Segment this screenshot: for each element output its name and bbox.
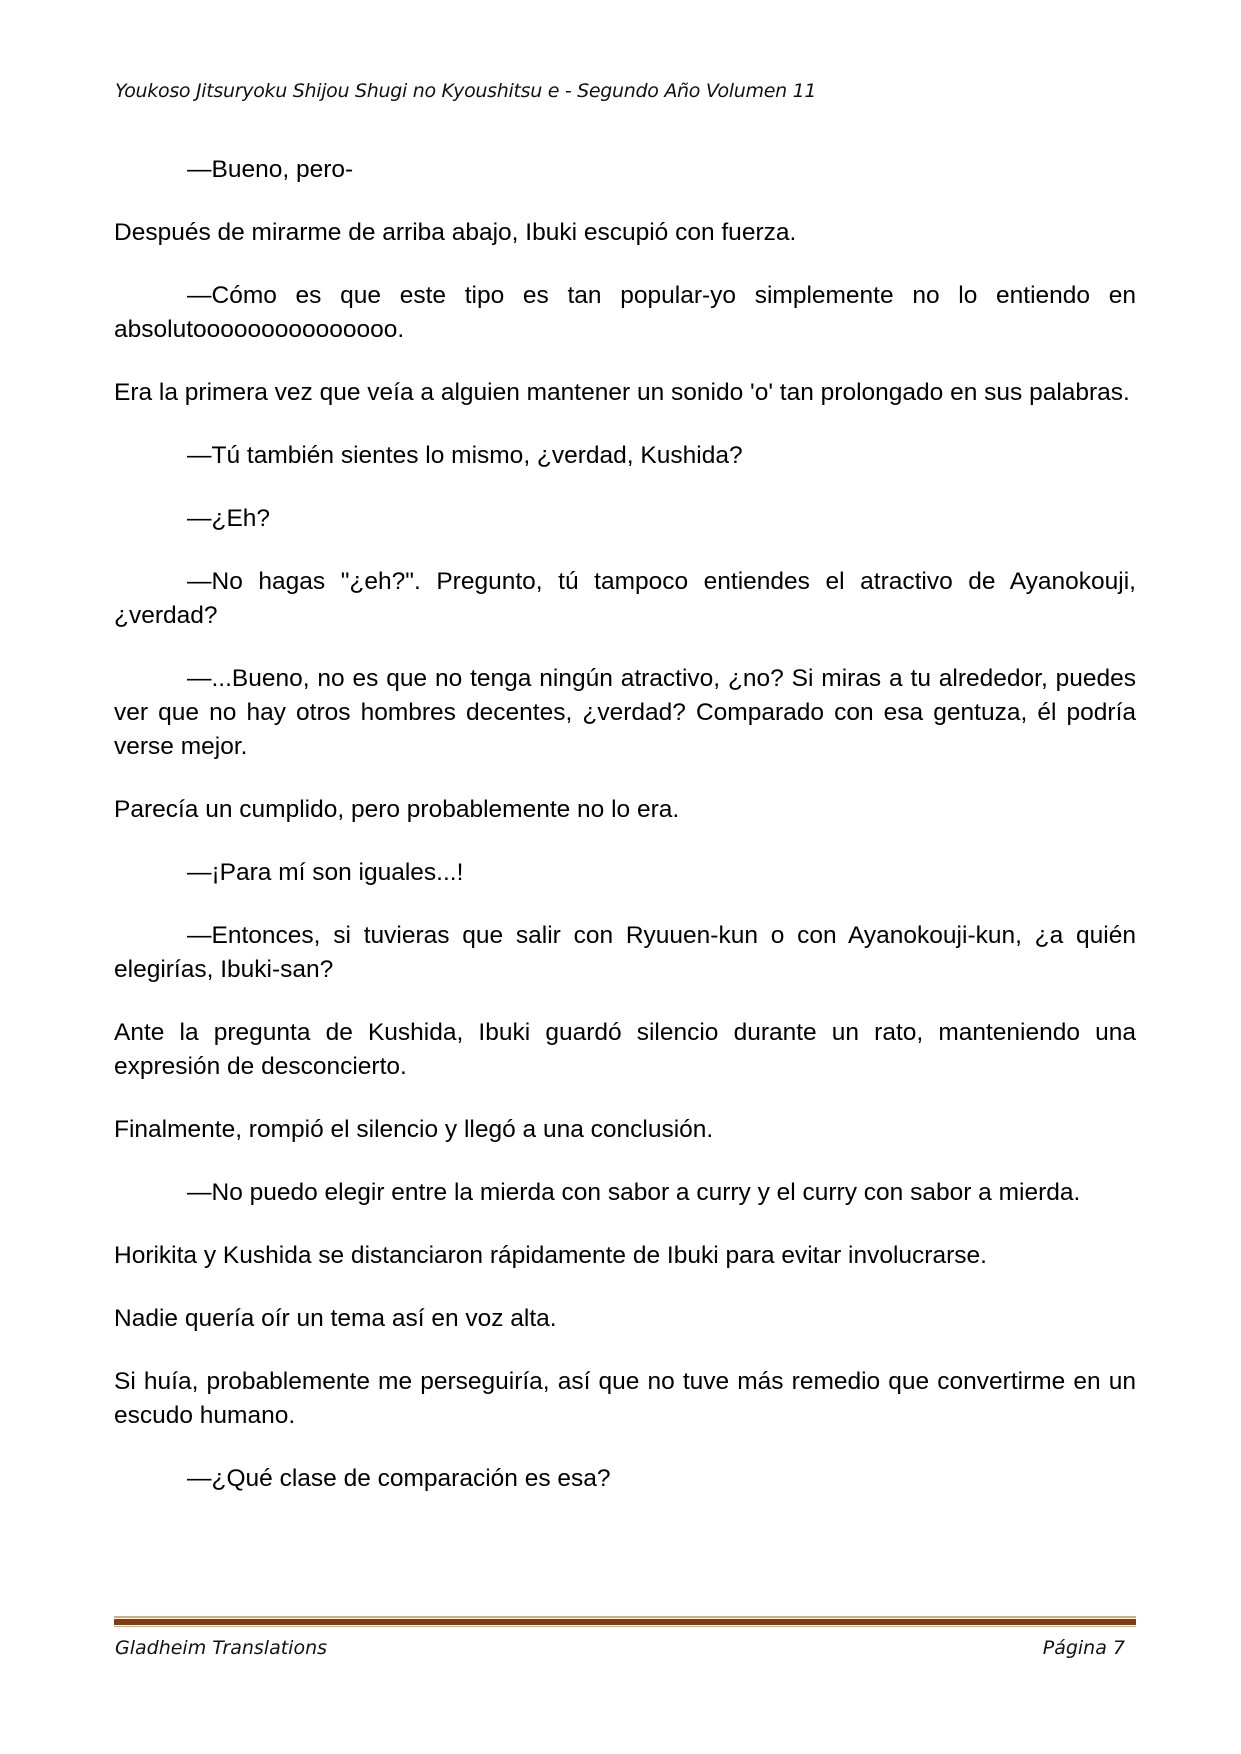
dialogue-paragraph: —¿Qué clase de comparación es esa? (187, 1465, 611, 1492)
dialogue-paragraph: —Tú también sientes lo mismo, ¿verdad, Kushida? (187, 442, 743, 469)
dialogue-paragraph: —¿Eh? (187, 505, 271, 532)
footer-translator: Gladheim Translations (115, 1637, 328, 1659)
narration-paragraph: Finalmente, rompió el silencio y llegó a una conclusión. (114, 1116, 714, 1143)
narration-paragraph: Si huía, probablemente me perseguiría, así que no tuve más remedio que convertirme en un escudo humano. (114, 1368, 1136, 1429)
narration-paragraph: Parecía un cumplido, pero probablemente no lo era. (114, 796, 680, 823)
narration-paragraph: Horikita y Kushida se distanciaron rápidamente de Ibuki para evitar involucrarse. (114, 1242, 987, 1269)
narration-paragraph: Era la primera vez que veía a alguien mantener un sonido 'o' tan prolongado en sus palabras. (114, 379, 1130, 406)
page-body (114, 153, 1136, 1525)
page-number: Página 7 (1042, 1637, 1125, 1659)
running-header: Youkoso Jitsuryoku Shijou Shugi no Kyoushitsu e - Segundo Año Volumen 11 (115, 80, 817, 102)
dialogue-paragraph: —No hagas "¿eh?". Pregunto, tú tampoco entiendes el atractivo de Ayanokouji, ¿verdad? (114, 568, 1136, 629)
narration-paragraph: Nadie quería oír un tema así en voz alta. (114, 1305, 557, 1332)
dialogue-paragraph: —Cómo es que este tipo es tan popular-yo simplemente no lo entiendo en absolutooooooooooooooo. (114, 282, 1136, 343)
dialogue-paragraph: —Bueno, pero- (187, 156, 354, 183)
narration-paragraph: Después de mirarme de arriba abajo, Ibuki escupió con fuerza. (114, 219, 797, 246)
footer-divider (114, 1616, 1136, 1626)
dialogue-paragraph: —No puedo elegir entre la mierda con sabor a curry y el curry con sabor a mierda. (187, 1179, 1081, 1206)
dialogue-paragraph: —¡Para mí son iguales...! (187, 859, 464, 886)
narration-paragraph: Ante la pregunta de Kushida, Ibuki guardó silencio durante un rato, manteniendo una expresión de desconcierto. (114, 1019, 1136, 1080)
dialogue-paragraph: —Entonces, si tuvieras que salir con Ryuuen-kun o con Ayanokouji-kun, ¿a quién elegirías, Ibuki-san? (114, 922, 1136, 983)
dialogue-paragraph: —...Bueno, no es que no tenga ningún atractivo, ¿no? Si miras a tu alrededor, puedes ver que no hay otros hombres decentes, ¿verdad? Comparado con esa gentuza, él podría verse mejor. (114, 665, 1136, 760)
